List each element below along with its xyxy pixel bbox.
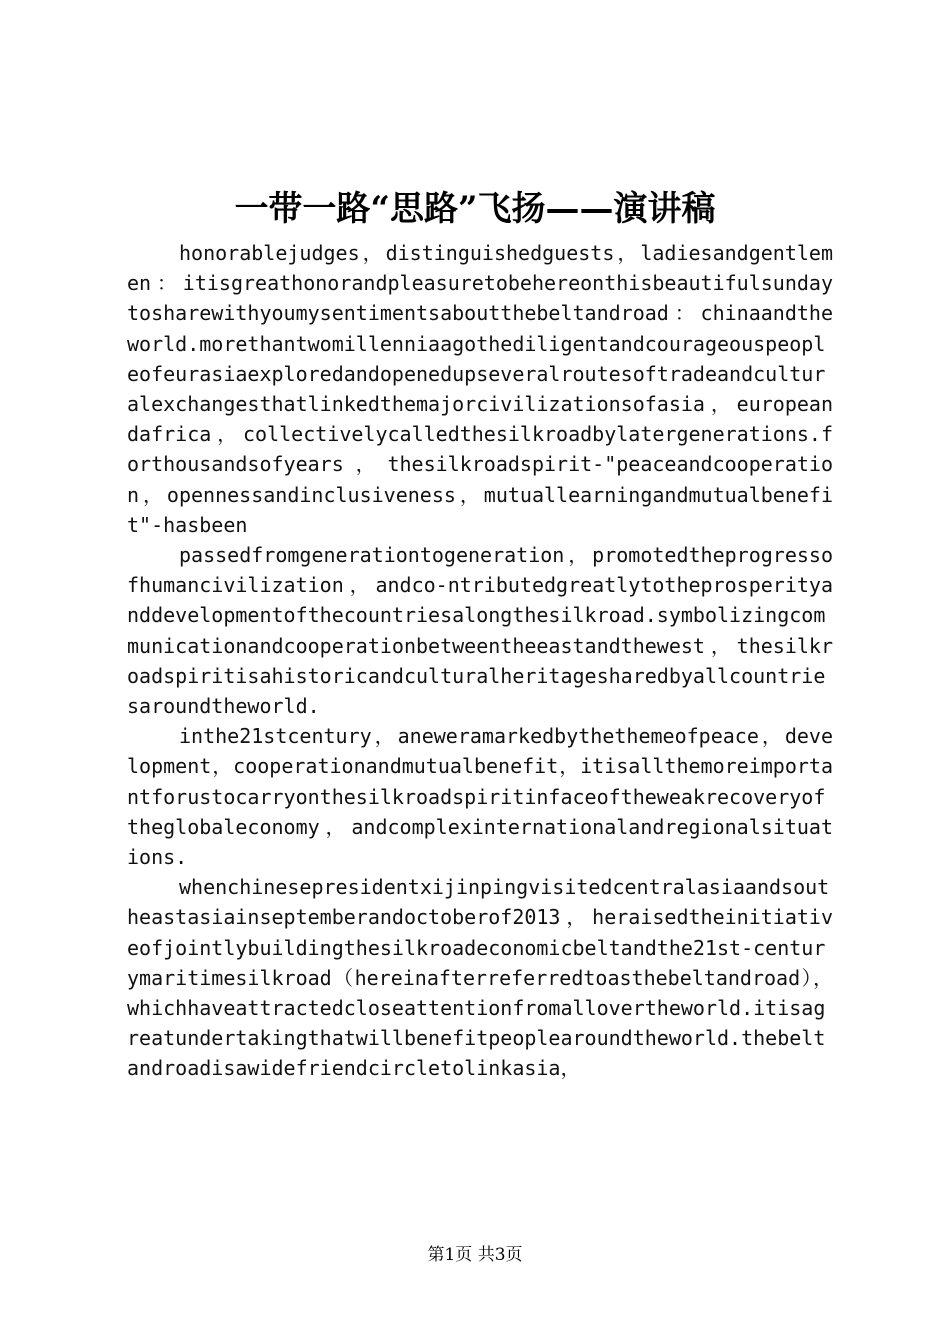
- paragraph-4: whenchinesepresidentxijinpingvisitedcentralasiaandsoutheastasiainseptemberandoctoberof2013，heraisedtheinitiativeofjointlybuildingthesilkroadeconomicbeltandthe21st-centurymaritimesilkroad（hereinafterreferredtoasthebeltandroad），whichhaveattractedcloseattentionfromallovertheworld.itisagreatundertakingthatwillbenefitpeoplearoundtheworld.thebeltandroadisawidefriendcircletolinkasia，: [127, 875, 833, 1081]
- page-number-footer: 第1页 共3页: [427, 1245, 523, 1265]
- document-body: [127, 238, 833, 1084]
- paragraph-1: honorablejudges，distinguishedguests，ladiesandgentlemen：itisgreathonorandpleasuretobehereonthisbeautifulsundaytosharewithyoumysentimentsaboutthebeltandroad：chinaandtheworld.morethantwomillenniaagothediligentandcourageouspeopleofeurasiaexploredandopenedupseveralroutesoftradeandculturalexchangesthatlinkedthemajorcivilizationsofasia，europeandafrica，collectivelycalledthesilkroadbylatergenerations.forthousandsofyears，thesilkroadspirit-"peaceandcooperation，opennessandinclusiveness，mutuallearningandmutualbenefit"-hasbeen: [127, 241, 833, 537]
- paragraph-3: inthe21stcentury，aneweramarkedbythethemeofpeace，development，cooperationandmutualbenefit，itisallthemoreimportantforustocarryonthesilkroadspiritinfaceoftheweakrecoveryoftheglobaleconomy，andcomplexinternationalandregionalsituations.: [127, 724, 833, 870]
- document-title: 一带一路“思路”飞扬——演讲稿: [234, 189, 716, 229]
- paragraph-2: passedfromgenerationtogeneration，promotedtheprogressofhumancivilization，andco-ntributedgreatlytotheprosperityanddevelopmentofthecountriesalongthesilkroad.symbolizingcommunicationandcooperationbetweentheeastandthewest，thesilkroadspiritisahistoricandculturalheritagesharedbyallcountriesaroundtheworld.: [127, 543, 833, 719]
